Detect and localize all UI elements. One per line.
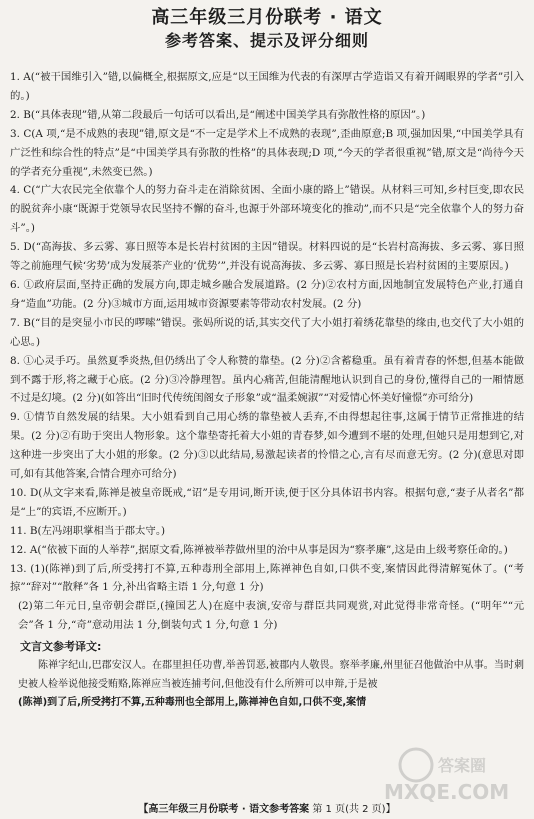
- answer-item-5: 5. D(“高海拔、多云雾、寡日照等本是长岩村贫困的主因”错误。材料四说的是“长岩村高海拔、多云雾、寡日照等之前施理气候‘劣势’成为发展茶产业的‘优势’”,并没有说高海拔、多云雾、寡日照是长岩村贫困的主要原因。): [10, 241, 524, 273]
- page-subtitle: 参考答案、提示及评分细则: [164, 31, 369, 50]
- translation-paragraph: 陈禅字纪山,巴郡安汉人。在郡里担任功曹,举善罚恶,被郡内人敬畏。察举孝廉,州里征召他做治中从事。当时刺史被人检举说他接受贿赂,陈禅应当被连捕考问,但他没有什么所辨可以申辩,于是被: [18, 660, 524, 690]
- answer-item-2: 2. B(“具体表现”错,从第二段最后一句话可以看出,是“阐述中国美学具有弥散性格的原因”。): [10, 108, 426, 121]
- page-title: 高三年级三月份联考 · 语文: [151, 7, 383, 28]
- translation-text: [10, 657, 524, 712]
- answer-item-7: 7. B(“目的是突显小市民的啰嗦”错误。张妈所说的话,其实交代了大小姐打着绣花靠垫的缘由,也交代了大小姐的心思。): [10, 316, 524, 348]
- watermark-sub: 答案圈: [438, 756, 487, 775]
- answer-item-8: 8. ①心灵手巧。虽然夏季炎热,但仍绣出了令人称赞的靠垫。(2 分)②含蓄稳重。虽有着青春的怀想,但基本能做到不露于形,将之藏于心底。(2 分)③冷静理智。虽内心痛苦,但能清醒地认识到自己的身份,懂得自己的一厢情愿不过是幻境。(2 分)(如答出“旧时代传统闺阁女子形象”或“温柔婉淑”“对爱情心怀美好憧憬”亦可给分): [10, 354, 524, 405]
- answer-item-9: 9. ①情节自然发展的结果。大小姐看到自己用心绣的靠垫被人丢弃,不由得想起往事,这属于情节正常推进的结果。(2 分)②有助于突出人物形象。这个靠垫寄托着大小姐的青春梦,如今遭到不堪的处理,但她只是用想到它,对这种进一步突出了大小姐的形象。(2 分)③以此结局,易激起读者的怜惜之心,言有尽而意无穷。(2 分)(意思对即可,如有其他答案,合情合理亦可给分): [10, 411, 524, 481]
- page-footer: [0, 800, 534, 815]
- footer-title: 【高三年级三月份联考 · 语文参考答案: [138, 804, 310, 815]
- answer-item-13-2: (2)第二年元日,皇帝朝会群臣,(撞国艺人)在庭中表演,安帝与群臣共同观赏,对此觉得非常奇怪。(“明年”“元会”各 1 分,“奇”意动用法 1 分,倒装句式 1 分,句意 1 分): [18, 600, 524, 632]
- answer-item-11: 11. B(左冯翊职掌相当于郡太守。): [10, 524, 166, 537]
- answer-item-3: 3. C(A 项,“是不成熟的表现”错,原文是“不一定是学术上不成熟的表现”,歪曲原意;B 项,强加因果,“中国美学具有广泛性和综合性的特点”是“中国美学具有弥散的性格”的具体表现;D 项,“今天的学者很重视”错,原文是“尚待今天的学者充分重视”,未然变已然。): [10, 127, 524, 178]
- answer-item-6: 6. ①政府层面,坚持正确的发展方向,即走城乡融合发展道路。(2 分)②农村方面,因地制宜发展特色产业,打通自身“造血”功能。(2 分)③城市方面,运用城市资源要素等带动农村发展。(2 分): [10, 278, 524, 310]
- translation-paragraph-cont: (陈禅)到了后,所受拷打不算,五种毒刑也全部用上,陈禅神色自如,口供不变,案情: [18, 697, 367, 708]
- answer-item-13-1: 13. (1)(陈禅)到了后,所受拷打不算,五种毒刑全部用上,陈禅神色自如,口供不变,案情因此得清解冤休了。(“考掠”“辞对”“散释”各 1 分,补出省略主语 1 分,句意 1 分): [10, 562, 524, 594]
- answer-item-4: 4. C(“广大农民完全依靠个人的努力奋斗走在消除贫困、全面小康的路上”错误。从材料三可知,乡村巨变,即农民的脱贫奔小康“既源于党领导农民坚持不懈的奋斗,也源于外部环境变化的推动”,而不只是“完全依靠个人的努力奋斗”。): [10, 184, 524, 235]
- answer-list: [10, 68, 524, 635]
- answer-item-10: 10. D(从文字来看,陈禅是被皇帝既戒,“诏”是专用词,断开读,便于区分具体诏书内容。根据句意,“妻子从者名”都是“上”的宾语,不应断开。): [10, 486, 524, 518]
- watermark-logo-icon: [376, 737, 526, 807]
- answer-item-1: 1. A(“被干国维引入”错,以偏概全,根据原文,应是“以王国维为代表的有深厚古学造诣又有着开阔眼界的学者”引入的。): [10, 71, 524, 102]
- translation-heading: 文言文参考译文:: [20, 640, 102, 654]
- answer-item-12: 12. A(“依被下面的人举荐”,据原文看,陈禅被举荐做州里的治中从事是因为“察孝廉”,这是由上级考察任命的。): [10, 543, 508, 556]
- watermark-text: MXQE.COM: [384, 780, 510, 804]
- footer-page-number: 第 1 页(共 2 页)】: [312, 804, 396, 815]
